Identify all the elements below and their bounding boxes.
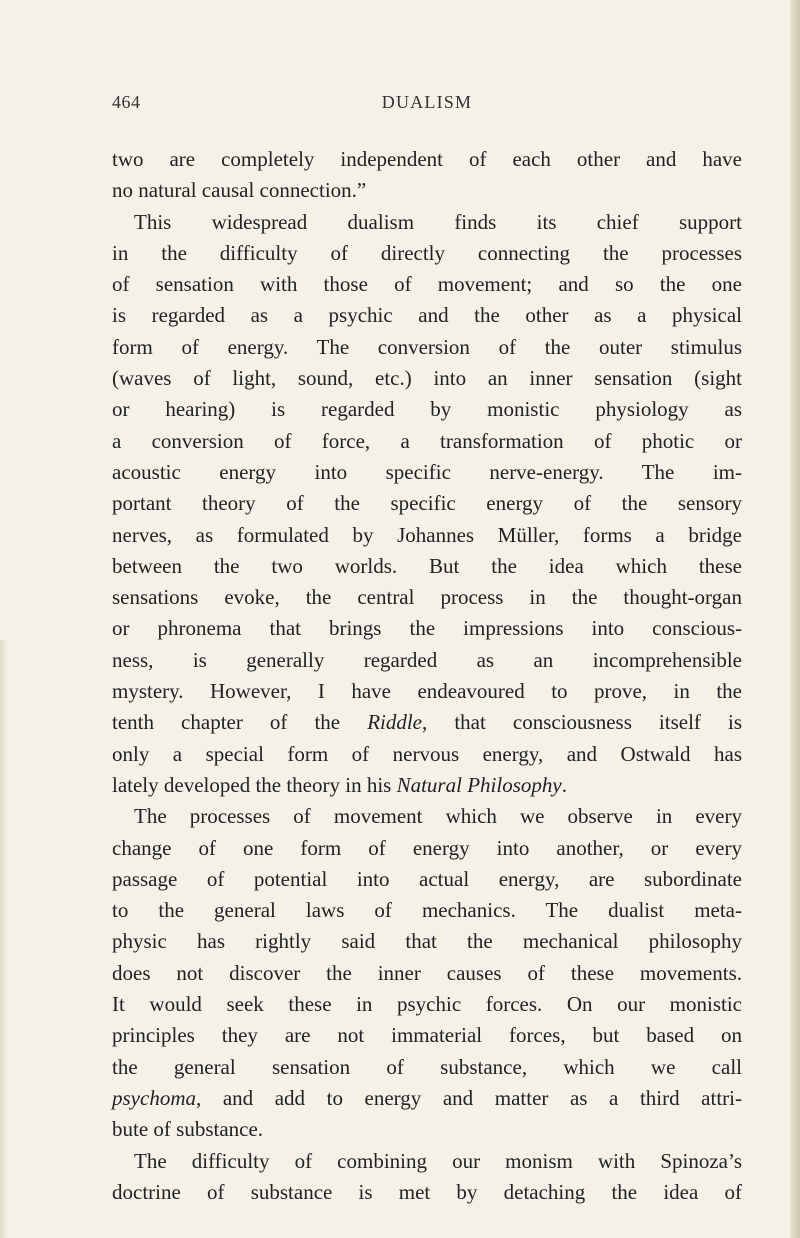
running-head: DUALISM [381,92,473,112]
book-page [112,92,742,1208]
text-line: doctrine of substance is met by detaching the idea of [112,1179,742,1204]
text-line: between the two worlds. But the idea which these [112,553,742,578]
text-line: nerves, as formulated by Johannes Müller, forms a bridge [112,522,742,547]
body-text [112,144,742,1208]
text-line: two are completely independent of each other and have [112,147,742,171]
text-line: physic has rightly said that the mechanical philosophy [112,929,742,954]
text-line: in the difficulty of directly connecting the processes [112,240,742,265]
text-line: principles they are not immaterial forces, but based on [112,1023,742,1048]
text-line: The processes of movement which we observe in every [134,804,742,829]
text-line: portant theory of the specific energy of the sensory [112,491,742,516]
text-line: form of energy. The conversion of the outer stimulus [112,334,742,359]
text-line: change of one form of energy into another, or every [112,835,742,860]
page-edge-shadow [790,0,800,1238]
text-line: a conversion of force, a transformation of photic or [112,428,742,453]
text-line: (waves of light, sound, etc.) into an inner sensation (sight [112,366,742,391]
binding-shadow [0,640,8,1238]
italic-title: psychoma [112,1085,196,1110]
text-line: passage of potential into actual energy, are subordinate [112,866,742,891]
text-line: does not discover the inner causes of these movements. [112,960,742,985]
italic-title: Riddle [367,710,423,735]
text-line: only a special form of nervous energy, and Ostwald has [112,741,742,766]
text-line: mystery. However, I have endeavoured to prove, in the [112,679,742,704]
text-line: of sensation with those of movement; and so the one [112,272,742,297]
text-line: ness, is generally regarded as an incomprehensible [112,647,742,672]
text-line: is regarded as a psychic and the other as a physical [112,303,742,328]
text-line: acoustic energy into specific nerve-energy. The im- [112,459,742,484]
text-line: The difficulty of combining our monism with Spinoza’s [134,1148,742,1173]
text-line: or hearing) is regarded by monistic physiology as [112,397,742,422]
page-number: 464 [112,92,141,112]
text-line: or phronema that brings the impressions into conscious- [112,616,742,641]
text-line: tenth chapter of the Riddle, that consciousness itself is [112,710,742,735]
text-line: This widespread dualism finds its chief support [134,209,742,234]
text-line: no natural causal connection.” [112,178,367,203]
italic-title: Natural Philosophy [396,772,562,797]
text-line: sensations evoke, the central process in the thought-organ [112,585,742,610]
text-line: bute of substance. [112,1117,264,1142]
text-line: lately developed the theory in his Natural Philosophy. [112,772,567,797]
text-line: It would seek these in psychic forces. On our monistic [112,992,742,1017]
text-line: the general sensation of substance, which we call [112,1054,742,1079]
text-line: to the general laws of mechanics. The dualist meta- [112,898,742,923]
page-header [112,92,742,122]
text-line: psychoma, and add to energy and matter as a third attri- [112,1085,742,1110]
